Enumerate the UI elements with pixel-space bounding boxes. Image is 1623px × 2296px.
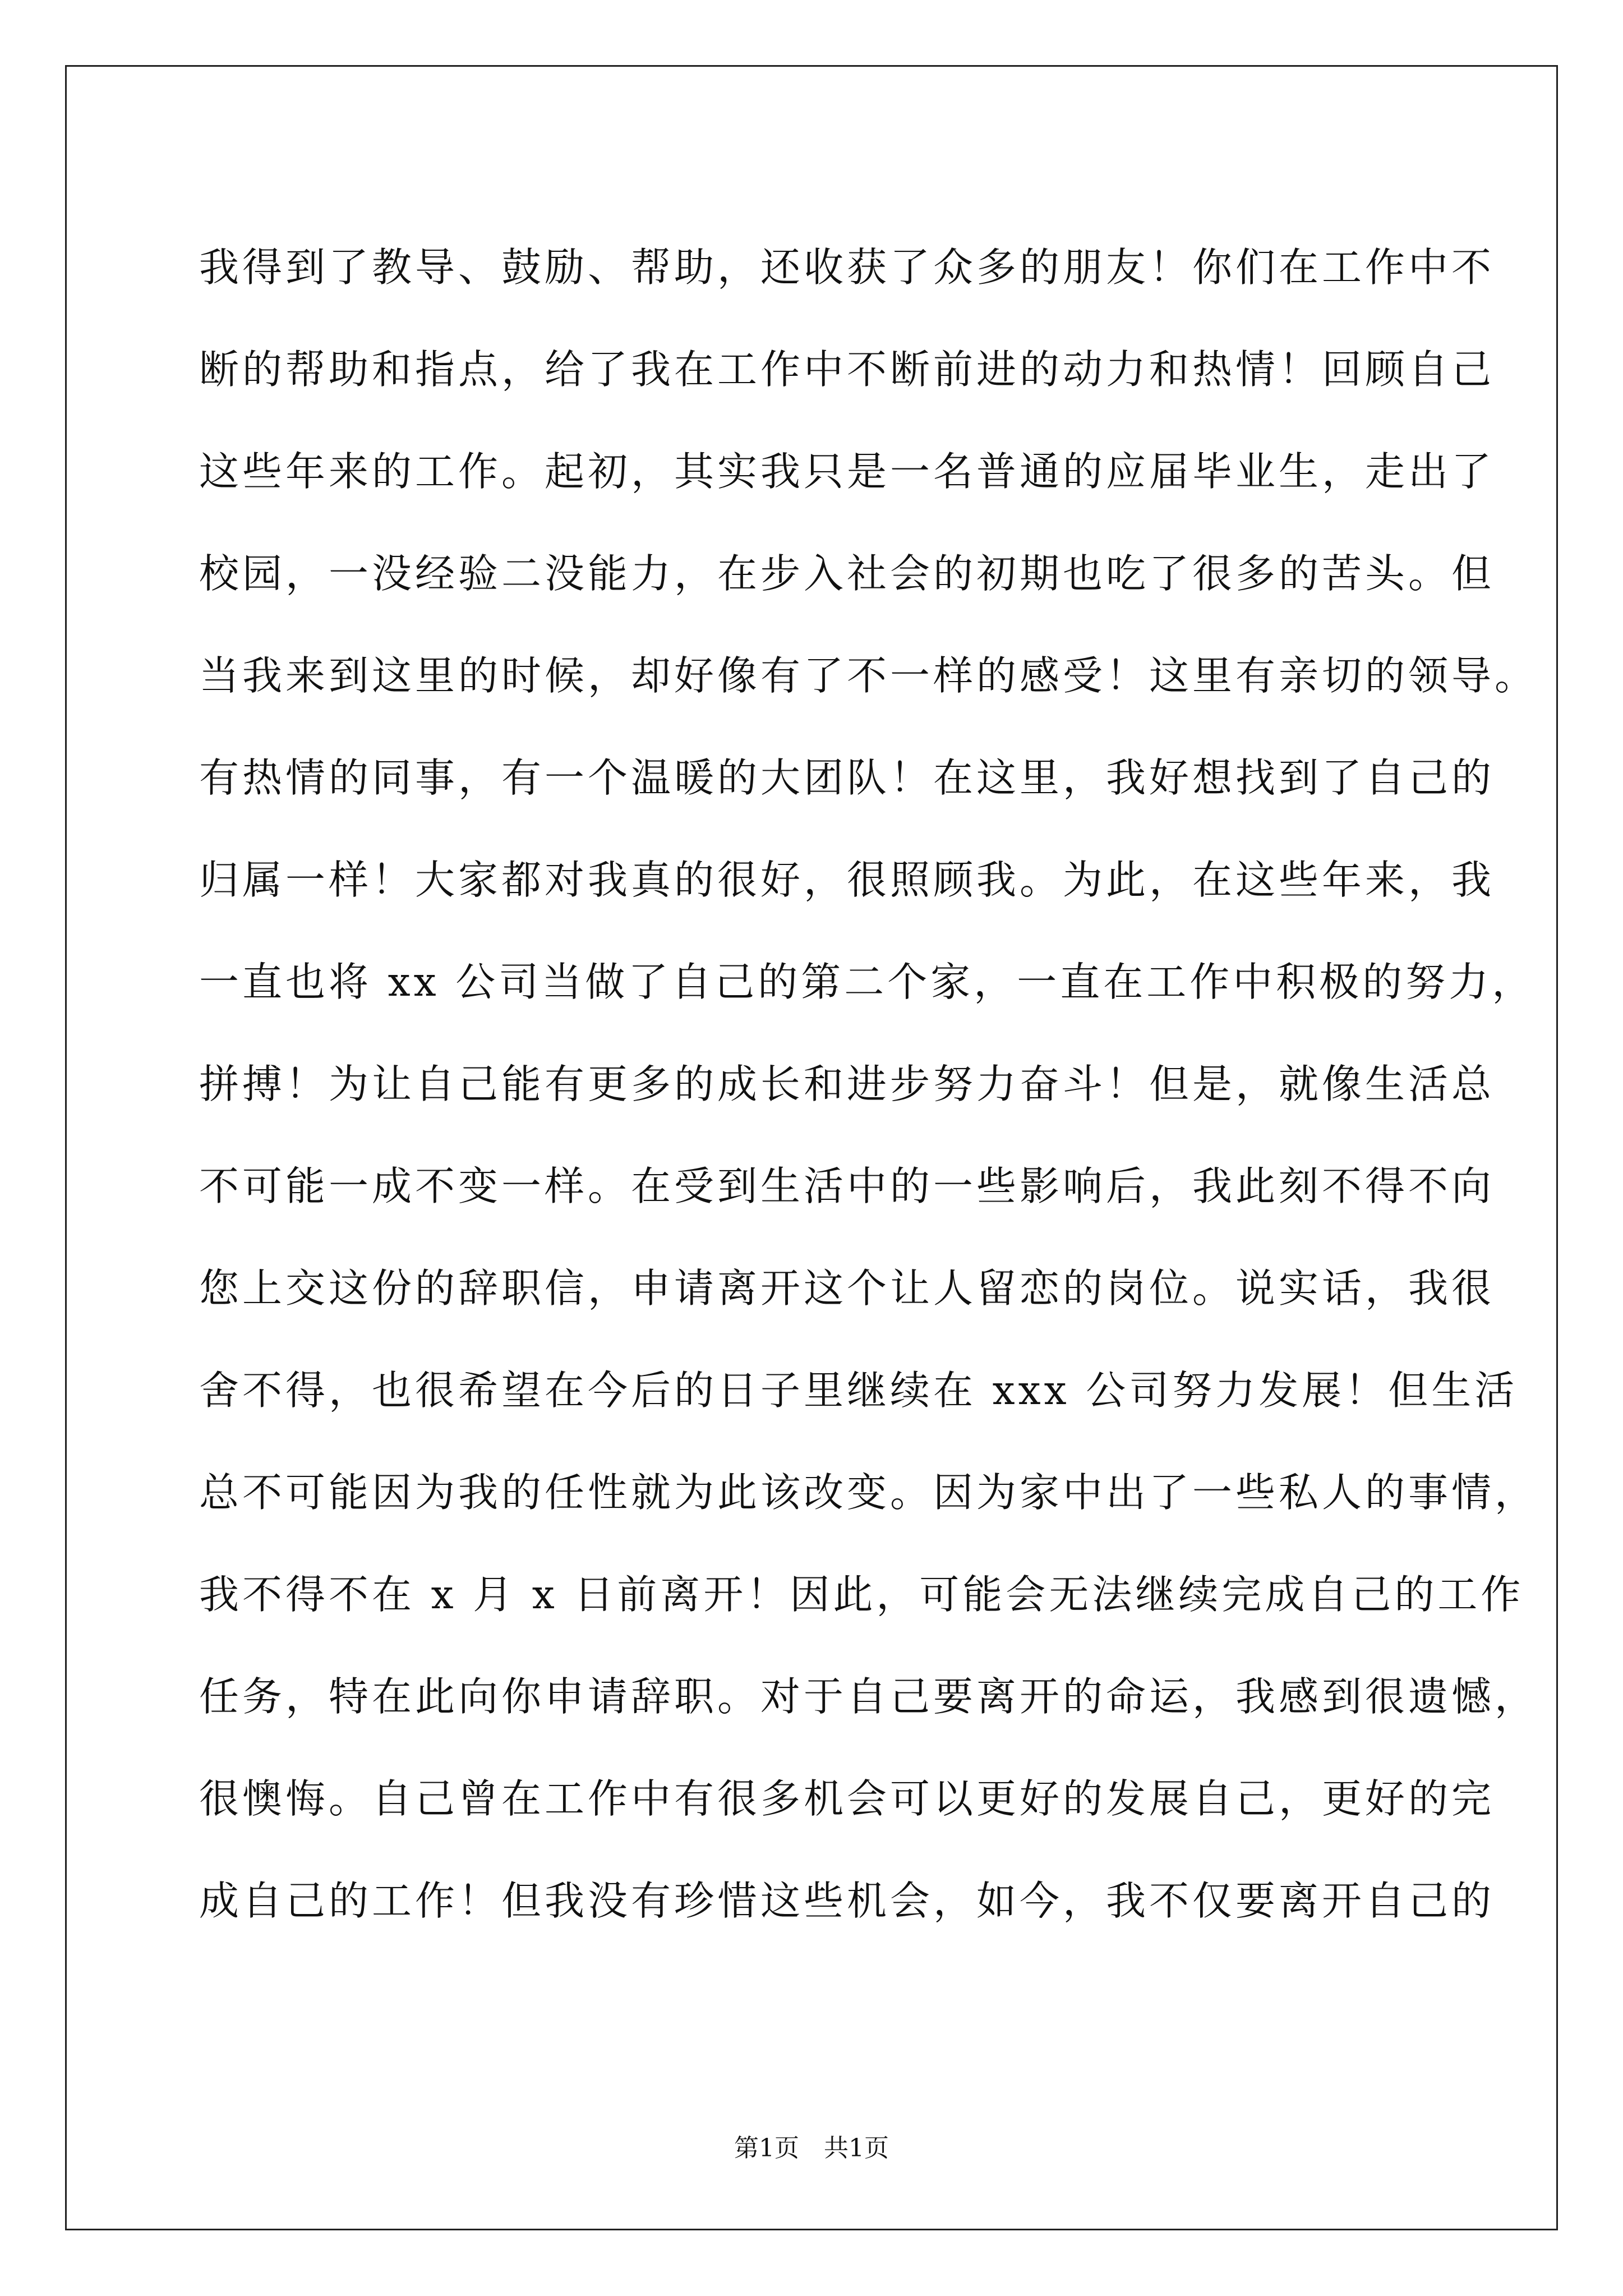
text-line: 有热情的同事，有一个温暖的大团队！在这里，我好想找到了自己的 — [199, 754, 1495, 801]
text-line: 一直也将 xx 公司当做了自己的第二个家，一直在工作中积极的努力， — [199, 959, 1536, 1005]
text-line: 总不可能因为我的任性就为此该改变。因为家中出了一些私人的事情， — [199, 1469, 1538, 1516]
text-line: 舍不得，也很希望在今后的日子里继续在 xxx 公司努力发展！但生活 — [199, 1367, 1518, 1414]
text-line: 您上交这份的辞职信，申请离开这个让人留恋的岗位。说实话，我很 — [199, 1265, 1495, 1312]
text-line: 断的帮助和指点，给了我在工作中不断前进的动力和热情！回顾自己 — [199, 346, 1495, 393]
text-line: 很懊悔。自己曾在工作中有很多机会可以更好的发展自己，更好的完 — [199, 1775, 1495, 1822]
text-line: 归属一样！大家都对我真的很好，很照顾我。为此，在这些年来，我 — [199, 857, 1495, 903]
text-line: 任务，特在此向你申请辞职。对于自己要离开的命运，我感到很遗憾， — [199, 1673, 1538, 1720]
text-line: 拼搏！为让自己能有更多的成长和进步努力奋斗！但是，就像生活总 — [199, 1061, 1495, 1107]
document-body — [199, 217, 1538, 1952]
text-line: 校园，一没经验二没能力，在步入社会的初期也吃了很多的苦头。但 — [199, 550, 1495, 597]
page-footer: 第1页 共1页 — [734, 2134, 889, 2162]
text-line: 不可能一成不变一样。在受到生活中的一些影响后，我此刻不得不向 — [199, 1163, 1495, 1209]
text-line: 成自己的工作！但我没有珍惜这些机会，如今，我不仅要离开自己的 — [199, 1878, 1495, 1924]
text-line: 当我来到这里的时候，却好像有了不一样的感受！这里有亲切的领导。 — [199, 652, 1538, 699]
text-line: 我不得不在 x 月 x 日前离开！因此，可能会无法继续完成自己的工作 — [199, 1571, 1524, 1618]
text-line: 我得到了教导、鼓励、帮助，还收获了众多的朋友！你们在工作中不 — [199, 244, 1495, 291]
text-line: 这些年来的工作。起初，其实我只是一名普通的应届毕业生，走出了 — [199, 448, 1495, 495]
